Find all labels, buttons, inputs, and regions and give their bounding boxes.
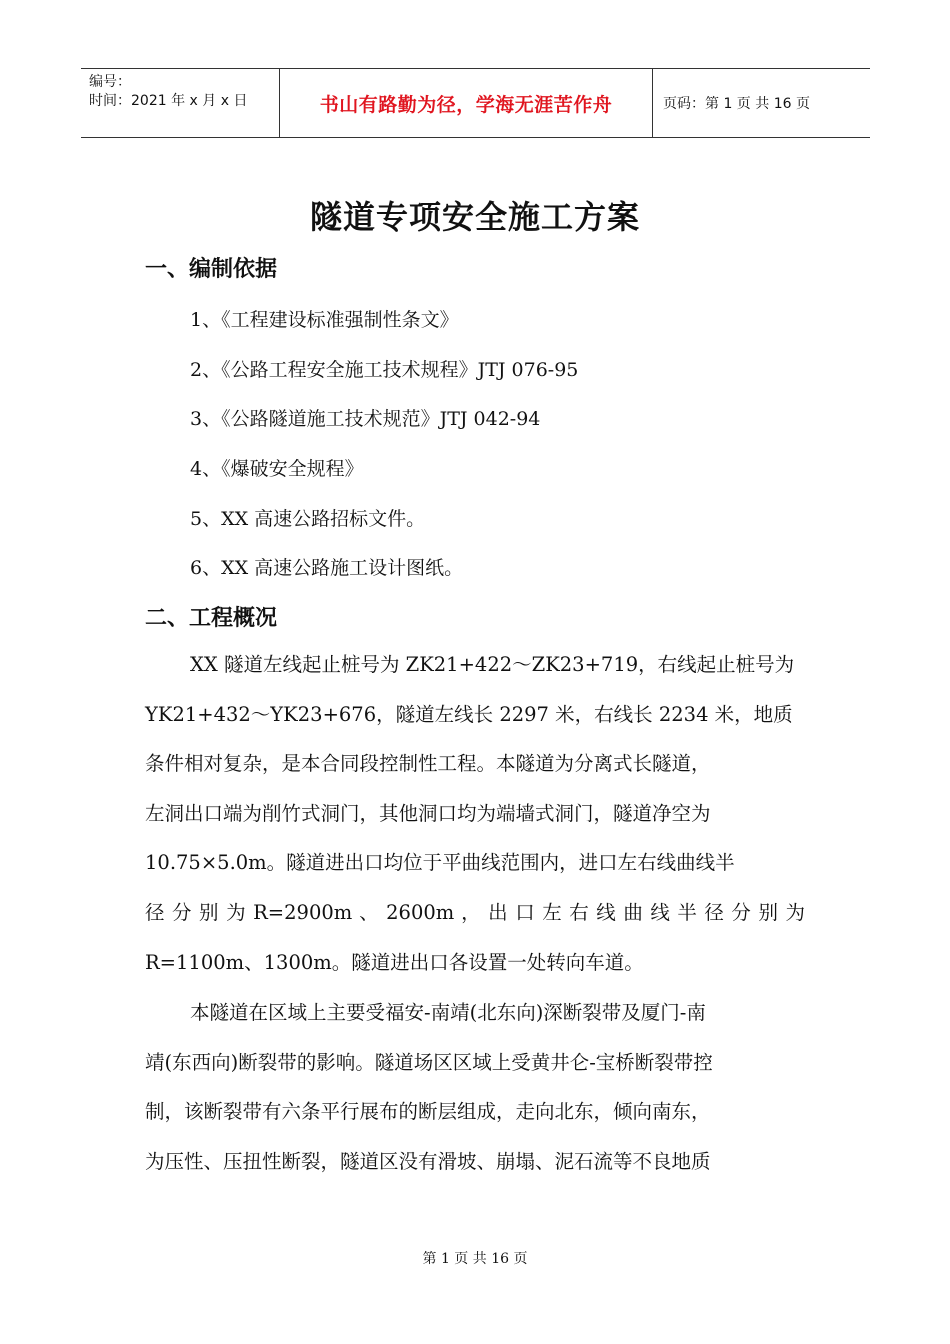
basis-item: 3、《公路隧道施工技术规范》JTJ 042-94: [190, 408, 541, 430]
section-heading-basis: 一、编制依据: [145, 257, 278, 282]
paragraph-line: 靖(东西向)断裂带的影响。隧道场区区域上受黄井仑-宝桥断裂带控: [145, 1050, 713, 1074]
overview-paragraph-2: [145, 988, 805, 1186]
paragraph-line: 制，该断裂带有六条平行展布的断层组成，走向北东，倾向南东，: [145, 1100, 711, 1124]
paragraph-line: 本隧道在区域上主要受福安-南靖(北东向)深断裂带及厦门-南: [190, 1001, 706, 1024]
overview-paragraph-1: [145, 640, 805, 987]
header-page-label: 页码：第 1 页 共 16 页: [663, 96, 810, 112]
paragraph-line: 左洞出口端为削竹式洞门，其他洞口均为端墙式洞门，隧道净空为: [145, 801, 711, 825]
basis-item: 6、XX 高速公路施工设计图纸。: [190, 557, 464, 579]
basis-item: 4、《爆破安全规程》: [190, 458, 364, 480]
header-date-label: 时间：2021 年 x 月 x 日: [89, 93, 248, 109]
paragraph-line: 条件相对复杂，是本合同段控制性工程。本隧道为分离式长隧道，: [145, 752, 711, 776]
paragraph-line: R=1100m、1300m。隧道进出口各设置一处转向车道。: [145, 950, 644, 974]
paragraph-line: 径 分 别 为 R=2900m 、 2600m ， 出 口 左 右 线 曲 线 半 径 分 别 为: [145, 900, 805, 924]
paragraph-line: YK21+432～YK23+676，隧道左线长 2297 米，右线长 2234 米，地质: [145, 702, 793, 726]
document-title: 隧道专项安全施工方案: [309, 198, 640, 236]
paragraph-line: 10.75×5.0m。隧道进出口均位于平曲线范围内，进口左右线曲线半: [145, 851, 735, 875]
paragraph-line: 为压性、压扭性断裂，隧道区没有滑坡、崩塌、泥石流等不良地质: [145, 1149, 711, 1173]
document-header: [81, 68, 870, 138]
basis-item: 5、XX 高速公路招标文件。: [190, 508, 426, 530]
section-heading-overview: 二、工程概况: [145, 606, 278, 631]
header-number-label: 编号：: [89, 74, 131, 90]
page-footer: 第 1 页 共 16 页: [422, 1251, 528, 1267]
header-motto: 书山有路勤为径，学海无涯苦作舟: [280, 69, 653, 137]
basis-item: 2、《公路工程安全施工技术规程》JTJ 076-95: [190, 359, 579, 381]
basis-item: 1、《工程建设标准强制性条文》: [190, 309, 459, 331]
paragraph-line: XX 隧道左线起止桩号为 ZK21+422～ZK23+719，右线起止桩号为: [190, 653, 795, 676]
header-meta: [81, 69, 280, 137]
